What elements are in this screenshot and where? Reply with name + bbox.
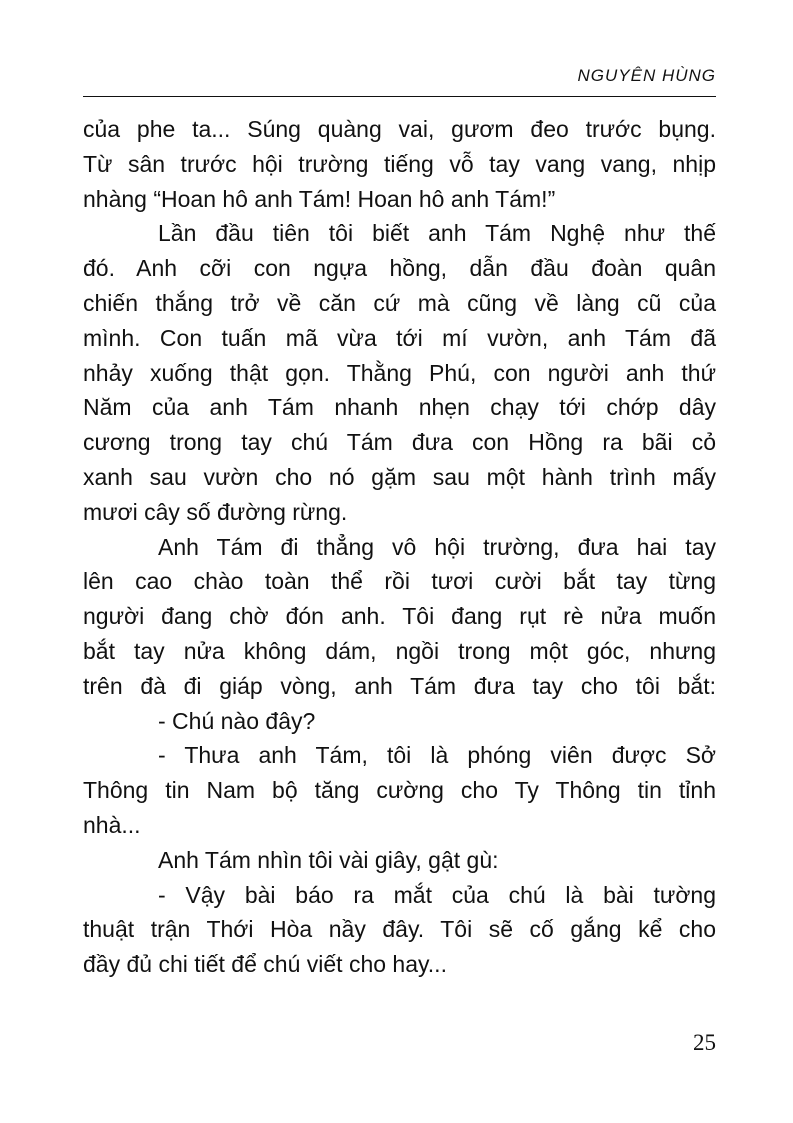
text-line: chiến thắng trở về căn cứ mà cũng về làng cũ của — [83, 289, 716, 316]
text-line: xanh sau vườn cho nó gặm sau một hành trình mấy — [83, 463, 716, 490]
text-line: đầy đủ chi tiết để chú viết cho hay... — [83, 951, 447, 978]
text-line: nhà... — [83, 811, 141, 838]
page-number: 25 — [693, 1030, 716, 1055]
running-header — [83, 62, 716, 97]
text-line: nhàng “Hoan hô anh Tám! Hoan hô anh Tám!” — [83, 185, 556, 212]
text-line: Từ sân trước hội trường tiếng vỗ tay vang vang, nhịp — [83, 150, 716, 177]
text-line: đó. Anh cỡi con ngựa hồng, dẫn đầu đoàn quân — [83, 255, 716, 282]
text-line: cương trong tay chú Tám đưa con Hồng ra bãi cỏ — [83, 429, 716, 456]
text-line: của phe ta... Súng quàng vai, gươm đeo trước bụng. — [83, 116, 716, 142]
text-line: thuật trận Thới Hòa nầy đây. Tôi sẽ cố gắng kể cho — [83, 916, 716, 943]
text-line: bắt tay nửa không dám, ngồi trong một góc, nhưng — [83, 637, 716, 664]
body-text — [83, 112, 716, 982]
text-line: người đang chờ đón anh. Tôi đang rụt rè nửa muốn — [83, 603, 716, 630]
header-author: NGUYÊN HÙNG — [577, 66, 716, 85]
text-line: - Vậy bài báo ra mắt của chú là bài tường — [158, 881, 716, 908]
text-line: nhảy xuống thật gọn. Thằng Phú, con người anh thứ — [83, 359, 716, 386]
text-line: trên đà đi giáp vòng, anh Tám đưa tay cho tôi bắt: — [83, 672, 716, 699]
text-line: Thông tin Nam bộ tăng cường cho Ty Thông tin tỉnh — [83, 777, 716, 804]
text-line: Lần đầu tiên tôi biết anh Tám Nghệ như thế — [158, 220, 716, 247]
text-line: - Thưa anh Tám, tôi là phóng viên được Sở — [158, 742, 716, 769]
text-line: mươi cây số đường rừng. — [83, 498, 348, 525]
text-line: mình. Con tuấn mã vừa tới mí vườn, anh Tám đã — [83, 324, 716, 351]
text-line: - Chú nào đây? — [158, 707, 316, 734]
text-line: Năm của anh Tám nhanh nhẹn chạy tới chớp dây — [83, 394, 716, 421]
text-line: lên cao chào toàn thể rồi tươi cười bắt tay từng — [83, 568, 716, 595]
text-line: Anh Tám nhìn tôi vài giây, gật gù: — [158, 846, 499, 873]
text-line: Anh Tám đi thẳng vô hội trường, đưa hai tay — [158, 533, 716, 560]
